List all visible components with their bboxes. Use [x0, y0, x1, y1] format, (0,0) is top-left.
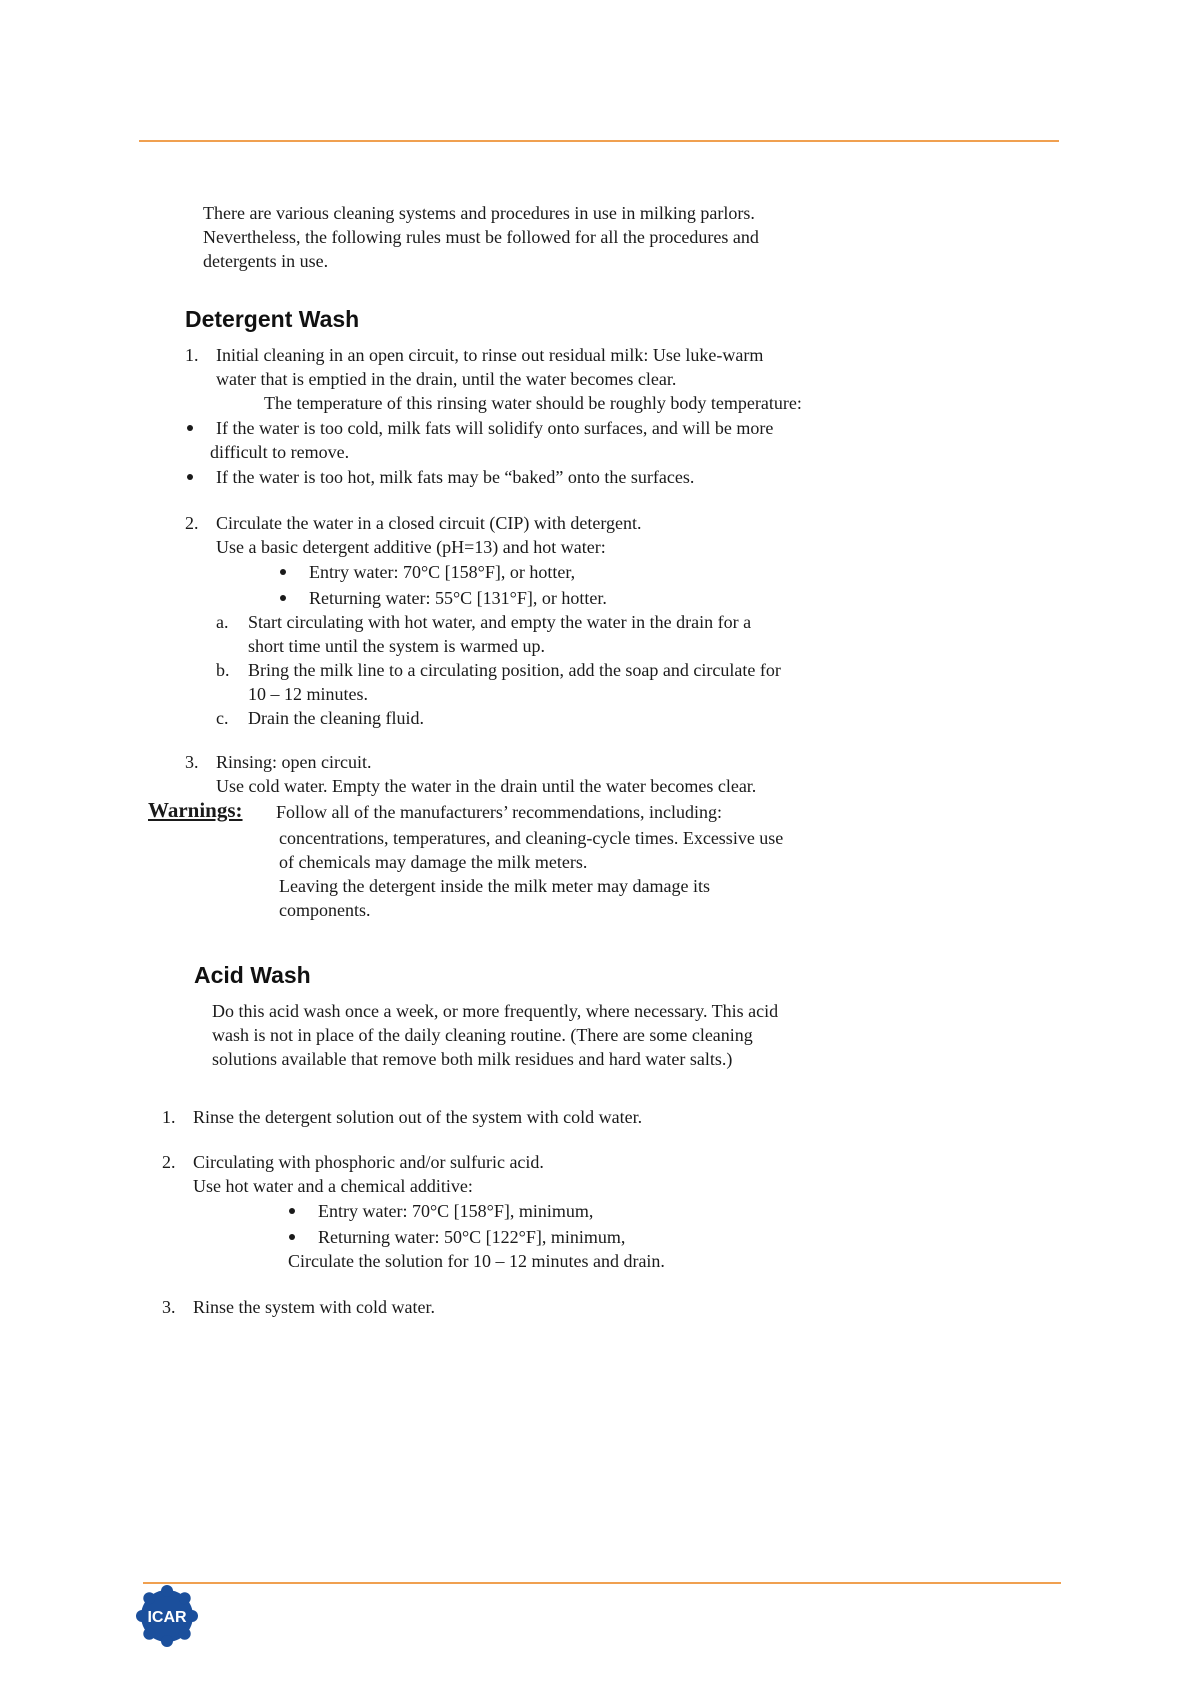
step2-sub-c-line-1: Drain the cleaning fluid.: [248, 708, 424, 728]
step2-sub-b-line-2: 10 – 12 minutes.: [248, 684, 368, 704]
step2-sub-b-line-1: Bring the milk line to a circulating position, add the soap and circulate for: [248, 660, 781, 680]
step1-bullet-2-line-1: If the water is too hot, milk fats may be “baked” onto the surfaces.: [216, 467, 695, 487]
acid-step3-number: 3.: [162, 1297, 176, 1317]
warnings-label: Warnings:: [148, 798, 243, 822]
step1-line-2: water that is emptied in the drain, until the water becomes clear.: [216, 369, 677, 389]
warnings-line-5: components.: [279, 900, 371, 920]
step3-line-1: Rinsing: open circuit.: [216, 752, 372, 772]
acid-step2-after: Circulate the solution for 10 – 12 minutes and drain.: [288, 1251, 665, 1271]
warnings-line-2: concentrations, temperatures, and cleaning-cycle times. Excessive use: [279, 828, 784, 848]
acid-heading: Acid Wash: [194, 962, 311, 988]
detergent-heading: Detergent Wash: [185, 306, 360, 332]
acid-step1-text: Rinse the detergent solution out of the system with cold water.: [193, 1107, 643, 1127]
step2-bullet-2: Returning water: 55°C [131°F], or hotter.: [309, 588, 607, 608]
intro-line-3: detergents in use.: [203, 251, 329, 271]
step2-sub-a-line-1: Start circulating with hot water, and empty the water in the drain for a: [248, 612, 752, 632]
acid-bullet-2: Returning water: 50°C [122°F], minimum,: [318, 1227, 626, 1247]
step1-number: 1.: [185, 345, 199, 365]
step3-line-2: Use cold water. Empty the water in the drain until the water becomes clear.: [216, 776, 757, 796]
step1-bullet-1-line-2: difficult to remove.: [210, 442, 350, 462]
acid-step2-number: 2.: [162, 1152, 176, 1172]
step2-line-2: Use a basic detergent additive (pH=13) and hot water:: [216, 537, 606, 557]
acid-intro-line-1: Do this acid wash once a week, or more frequently, where necessary. This acid: [212, 1001, 779, 1021]
acid-intro-line-3: solutions available that remove both milk residues and hard water salts.): [212, 1049, 733, 1069]
acid-bullet-2-icon: [289, 1234, 295, 1240]
logo-text: ICAR: [147, 1609, 187, 1626]
acid-step3-text: Rinse the system with cold water.: [193, 1297, 435, 1317]
step2-sub-b-letter: b.: [216, 660, 230, 680]
intro-line-2: Nevertheless, the following rules must be followed for all the procedures and: [203, 227, 759, 247]
step3-number: 3.: [185, 752, 199, 772]
warnings-line-4: Leaving the detergent inside the milk meter may damage its: [279, 876, 711, 896]
footer-rule: [143, 1582, 1061, 1584]
step1-bullet-1-line-1: If the water is too cold, milk fats will solidify onto surfaces, and will be more: [216, 418, 774, 438]
acid-bullet-1-icon: [289, 1208, 295, 1214]
step2-sub-c-letter: c.: [216, 708, 229, 728]
step2-sub-a-line-2: short time until the system is warmed up.: [248, 636, 545, 656]
step2-bullet-1-icon: [280, 569, 286, 575]
step1-note: The temperature of this rinsing water should be roughly body temperature:: [264, 393, 802, 413]
acid-step2-line-2: Use hot water and a chemical additive:: [193, 1176, 473, 1196]
header-rule: [139, 140, 1059, 142]
warnings-line-3: of chemicals may damage the milk meters.: [279, 852, 588, 872]
intro-line-1: There are various cleaning systems and procedures in use in milking parlors.: [203, 203, 755, 223]
acid-step2-line-1: Circulating with phosphoric and/or sulfuric acid.: [193, 1152, 544, 1172]
icar-logo: [136, 1585, 198, 1647]
step2-line-1: Circulate the water in a closed circuit (CIP) with detergent.: [216, 513, 642, 533]
warnings-line-1: Follow all of the manufacturers’ recommendations, including:: [276, 802, 723, 822]
step2-bullet-2-icon: [280, 595, 286, 601]
step1-bullet-1-icon: [187, 425, 193, 431]
acid-step1-number: 1.: [162, 1107, 176, 1127]
step2-number: 2.: [185, 513, 199, 533]
step1-line-1: Initial cleaning in an open circuit, to rinse out residual milk: Use luke-warm: [216, 345, 764, 365]
step2-sub-a-letter: a.: [216, 612, 229, 632]
acid-intro-line-2: wash is not in place of the daily cleaning routine. (There are some cleaning: [212, 1025, 753, 1045]
step1-bullet-2-icon: [187, 474, 193, 480]
acid-bullet-1: Entry water: 70°C [158°F], minimum,: [318, 1201, 594, 1221]
step2-bullet-1: Entry water: 70°C [158°F], or hotter,: [309, 562, 576, 582]
